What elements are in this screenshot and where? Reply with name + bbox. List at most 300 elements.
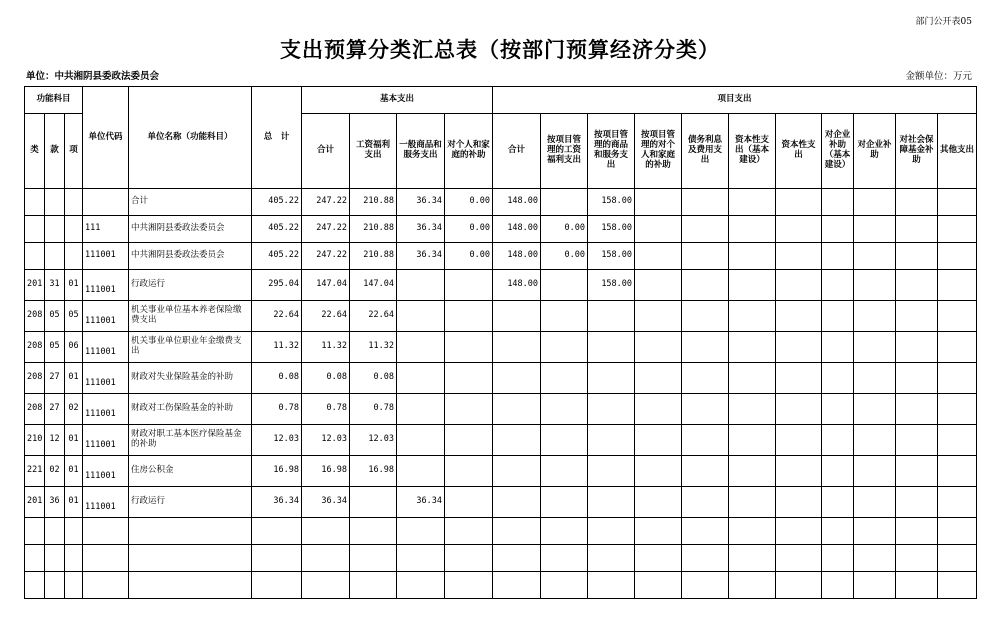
cell-empty xyxy=(541,572,588,599)
cell-empty xyxy=(350,518,397,545)
cell-empty xyxy=(822,572,854,599)
cell-empty xyxy=(896,301,938,332)
basic-col-header: 工资福利支出 xyxy=(350,114,397,189)
cell-empty xyxy=(445,518,493,545)
cell-empty xyxy=(854,456,896,487)
cell-total: 36.34 xyxy=(252,487,302,518)
cell-total: 405.22 xyxy=(252,216,302,243)
unit-name-header: 单位名称（功能科目） xyxy=(129,87,252,189)
cell-name: 合计 xyxy=(129,189,252,216)
cell-p-total: 148.00 xyxy=(493,216,541,243)
cell-xiang xyxy=(65,243,83,270)
cell-xiang xyxy=(65,189,83,216)
cell-p-goods: 158.00 xyxy=(588,270,635,301)
cell-name: 财政对职工基本医疗保险基金的补助 xyxy=(129,425,252,456)
cell-empty xyxy=(896,518,938,545)
cell-empty xyxy=(896,487,938,518)
cell-b-personal xyxy=(445,332,493,363)
project-col-header: 合计 xyxy=(493,114,541,189)
cell-empty xyxy=(682,243,729,270)
cell-b-goods xyxy=(397,332,445,363)
cell-p-goods xyxy=(588,425,635,456)
basic-col-header: 一般商品和服务支出 xyxy=(397,114,445,189)
cell-b-wage xyxy=(350,487,397,518)
basic-col-header: 对个人和家庭的补助 xyxy=(445,114,493,189)
basic-col-header: 合计 xyxy=(302,114,350,189)
budget-table xyxy=(24,86,977,599)
cell-empty xyxy=(635,363,682,394)
cell-empty xyxy=(854,270,896,301)
project-col-header: 按项目管理的商品和服务支出 xyxy=(588,114,635,189)
cell-empty xyxy=(822,216,854,243)
cell-empty xyxy=(588,518,635,545)
cell-empty xyxy=(635,394,682,425)
cell-empty xyxy=(541,545,588,572)
cell-kuan: 05 xyxy=(45,301,65,332)
cell-empty xyxy=(938,545,977,572)
cell-empty xyxy=(729,425,776,456)
cell-empty xyxy=(776,216,822,243)
cell-p-total: 148.00 xyxy=(493,243,541,270)
cell-empty xyxy=(896,394,938,425)
cell-lei: 208 xyxy=(25,332,45,363)
table-row xyxy=(25,216,977,243)
cell-empty xyxy=(25,572,45,599)
cell-name: 机关事业单位职业年金缴费支出 xyxy=(129,332,252,363)
cell-empty xyxy=(493,518,541,545)
cell-lei: 201 xyxy=(25,487,45,518)
cell-b-personal xyxy=(445,363,493,394)
cell-empty xyxy=(729,332,776,363)
cell-empty xyxy=(729,216,776,243)
cell-kuan xyxy=(45,189,65,216)
empty-row xyxy=(25,518,977,545)
cell-empty xyxy=(822,189,854,216)
cell-empty xyxy=(635,572,682,599)
cell-b-personal: 0.00 xyxy=(445,243,493,270)
cell-b-goods: 36.34 xyxy=(397,487,445,518)
cell-kuan: 05 xyxy=(45,332,65,363)
cell-empty xyxy=(129,572,252,599)
cell-p-wage xyxy=(541,189,588,216)
cell-empty xyxy=(938,394,977,425)
cell-total: 0.08 xyxy=(252,363,302,394)
project-col-header: 对社会保障基金补助 xyxy=(896,114,938,189)
project-col-header: 债务利息及费用支出 xyxy=(682,114,729,189)
cell-empty xyxy=(45,572,65,599)
cell-b-wage: 11.32 xyxy=(350,332,397,363)
cell-empty xyxy=(729,545,776,572)
cell-code: 111001 xyxy=(83,394,129,425)
cell-p-goods xyxy=(588,332,635,363)
cell-name: 中共湘阴县委政法委员会 xyxy=(129,243,252,270)
cell-p-goods: 158.00 xyxy=(588,189,635,216)
cell-empty xyxy=(83,545,129,572)
cell-code xyxy=(83,189,129,216)
cell-total: 295.04 xyxy=(252,270,302,301)
table-row xyxy=(25,487,977,518)
cell-b-total: 12.03 xyxy=(302,425,350,456)
cell-code: 111001 xyxy=(83,487,129,518)
cell-empty xyxy=(635,216,682,243)
cell-empty xyxy=(729,301,776,332)
cell-lei: 208 xyxy=(25,394,45,425)
xiang-header: 项 xyxy=(65,114,83,189)
cell-b-total: 0.78 xyxy=(302,394,350,425)
cell-empty xyxy=(776,332,822,363)
cell-b-goods: 36.34 xyxy=(397,189,445,216)
cell-p-total xyxy=(493,301,541,332)
cell-empty xyxy=(682,189,729,216)
cell-empty xyxy=(493,545,541,572)
cell-empty xyxy=(776,425,822,456)
cell-lei: 210 xyxy=(25,425,45,456)
cell-empty xyxy=(445,545,493,572)
total-header: 总 计 xyxy=(252,87,302,189)
cell-empty xyxy=(302,572,350,599)
cell-empty xyxy=(682,425,729,456)
cell-b-wage: 210.88 xyxy=(350,243,397,270)
cell-empty xyxy=(397,545,445,572)
table-row xyxy=(25,456,977,487)
cell-empty xyxy=(854,189,896,216)
cell-code: 111001 xyxy=(83,301,129,332)
cell-empty xyxy=(729,363,776,394)
cell-b-wage: 12.03 xyxy=(350,425,397,456)
cell-p-goods xyxy=(588,301,635,332)
cell-name: 中共湘阴县委政法委员会 xyxy=(129,216,252,243)
cell-empty xyxy=(938,301,977,332)
cell-empty xyxy=(938,332,977,363)
cell-empty xyxy=(822,243,854,270)
cell-lei: 208 xyxy=(25,301,45,332)
cell-b-personal xyxy=(445,425,493,456)
cell-empty xyxy=(896,363,938,394)
amount-unit: 金额单位：万元 xyxy=(905,71,972,82)
cell-empty xyxy=(65,545,83,572)
cell-code: 111001 xyxy=(83,363,129,394)
project-col-header: 按项目管理的工资福利支出 xyxy=(541,114,588,189)
cell-name: 行政运行 xyxy=(129,270,252,301)
cell-b-personal xyxy=(445,394,493,425)
cell-lei xyxy=(25,216,45,243)
empty-row xyxy=(25,572,977,599)
cell-b-total: 11.32 xyxy=(302,332,350,363)
cell-empty xyxy=(854,545,896,572)
cell-empty xyxy=(129,545,252,572)
cell-empty xyxy=(682,332,729,363)
cell-empty xyxy=(822,301,854,332)
cell-b-personal xyxy=(445,456,493,487)
cell-empty xyxy=(635,243,682,270)
cell-kuan: 27 xyxy=(45,394,65,425)
project-col-header: 资本性支出（基本建设） xyxy=(729,114,776,189)
cell-xiang: 01 xyxy=(65,363,83,394)
cell-empty xyxy=(682,545,729,572)
func-subject-header: 功能科目 xyxy=(25,87,83,114)
project-col-header: 按项目管理的对个人和家庭的补助 xyxy=(635,114,682,189)
cell-b-goods xyxy=(397,425,445,456)
cell-empty xyxy=(854,243,896,270)
cell-p-goods xyxy=(588,487,635,518)
cell-lei: 208 xyxy=(25,363,45,394)
cell-b-wage: 147.04 xyxy=(350,270,397,301)
table-row xyxy=(25,270,977,301)
cell-empty xyxy=(776,518,822,545)
cell-b-wage: 210.88 xyxy=(350,216,397,243)
cell-empty xyxy=(822,363,854,394)
cell-empty xyxy=(776,270,822,301)
cell-empty xyxy=(854,394,896,425)
page-title: 支出预算分类汇总表（按部门预算经济分类） xyxy=(280,37,720,62)
cell-xiang: 01 xyxy=(65,487,83,518)
cell-empty xyxy=(729,572,776,599)
cell-code: 111001 xyxy=(83,425,129,456)
cell-kuan: 31 xyxy=(45,270,65,301)
cell-kuan: 27 xyxy=(45,363,65,394)
cell-b-wage: 210.88 xyxy=(350,189,397,216)
cell-empty xyxy=(25,545,45,572)
cell-name: 机关事业单位基本养老保险缴费支出 xyxy=(129,301,252,332)
cell-p-total xyxy=(493,425,541,456)
cell-b-wage: 22.64 xyxy=(350,301,397,332)
cell-empty xyxy=(729,456,776,487)
table-row xyxy=(25,363,977,394)
cell-empty xyxy=(729,189,776,216)
cell-lei xyxy=(25,189,45,216)
cell-empty xyxy=(896,572,938,599)
cell-empty xyxy=(938,216,977,243)
cell-empty xyxy=(397,572,445,599)
cell-empty xyxy=(635,545,682,572)
cell-b-goods: 36.34 xyxy=(397,216,445,243)
cell-empty xyxy=(896,456,938,487)
cell-empty xyxy=(729,243,776,270)
cell-empty xyxy=(822,487,854,518)
cell-p-wage xyxy=(541,487,588,518)
cell-empty xyxy=(822,518,854,545)
cell-empty xyxy=(635,301,682,332)
cell-empty xyxy=(822,394,854,425)
cell-empty xyxy=(588,572,635,599)
cell-total: 12.03 xyxy=(252,425,302,456)
cell-empty xyxy=(854,332,896,363)
cell-p-wage xyxy=(541,270,588,301)
cell-empty xyxy=(854,518,896,545)
cell-empty xyxy=(854,301,896,332)
cell-empty xyxy=(635,518,682,545)
cell-empty xyxy=(635,332,682,363)
cell-b-personal xyxy=(445,487,493,518)
cell-empty xyxy=(822,545,854,572)
cell-p-wage xyxy=(541,332,588,363)
cell-xiang: 02 xyxy=(65,394,83,425)
cell-p-total xyxy=(493,456,541,487)
cell-empty xyxy=(822,456,854,487)
cell-empty xyxy=(938,518,977,545)
cell-empty xyxy=(682,270,729,301)
cell-p-total xyxy=(493,363,541,394)
cell-empty xyxy=(302,518,350,545)
cell-empty xyxy=(938,572,977,599)
cell-empty xyxy=(776,487,822,518)
cell-empty xyxy=(129,518,252,545)
cell-empty xyxy=(252,518,302,545)
cell-empty xyxy=(938,363,977,394)
cell-p-goods xyxy=(588,456,635,487)
cell-kuan: 02 xyxy=(45,456,65,487)
cell-p-wage: 0.00 xyxy=(541,216,588,243)
cell-empty xyxy=(776,363,822,394)
cell-empty xyxy=(83,572,129,599)
cell-b-total: 22.64 xyxy=(302,301,350,332)
cell-empty xyxy=(252,572,302,599)
table-row xyxy=(25,189,977,216)
cell-b-goods: 36.34 xyxy=(397,243,445,270)
cell-total: 16.98 xyxy=(252,456,302,487)
cell-empty xyxy=(938,270,977,301)
cell-empty xyxy=(896,216,938,243)
cell-code: 111001 xyxy=(83,243,129,270)
table-row xyxy=(25,301,977,332)
cell-b-wage: 0.78 xyxy=(350,394,397,425)
cell-p-total xyxy=(493,487,541,518)
cell-empty xyxy=(776,301,822,332)
cell-p-total xyxy=(493,394,541,425)
cell-empty xyxy=(682,301,729,332)
unit-label: 单位：中共湘阴县委政法委员会 xyxy=(26,71,160,82)
project-col-header: 其他支出 xyxy=(938,114,977,189)
cell-empty xyxy=(729,394,776,425)
cell-empty xyxy=(541,518,588,545)
cell-empty xyxy=(896,425,938,456)
basic-expense-header: 基本支出 xyxy=(302,87,493,114)
cell-b-personal xyxy=(445,270,493,301)
cell-name: 财政对失业保险基金的补助 xyxy=(129,363,252,394)
cell-empty xyxy=(822,270,854,301)
cell-b-goods xyxy=(397,394,445,425)
empty-row xyxy=(25,545,977,572)
cell-code: 111001 xyxy=(83,332,129,363)
table-row xyxy=(25,394,977,425)
cell-total: 22.64 xyxy=(252,301,302,332)
table-row xyxy=(25,332,977,363)
cell-empty xyxy=(854,572,896,599)
cell-b-goods xyxy=(397,270,445,301)
cell-empty xyxy=(302,545,350,572)
cell-total: 0.78 xyxy=(252,394,302,425)
cell-empty xyxy=(682,363,729,394)
cell-b-total: 147.04 xyxy=(302,270,350,301)
cell-xiang: 06 xyxy=(65,332,83,363)
cell-empty xyxy=(776,572,822,599)
cell-empty xyxy=(65,518,83,545)
cell-p-wage xyxy=(541,301,588,332)
cell-empty xyxy=(854,425,896,456)
cell-empty xyxy=(588,545,635,572)
cell-b-total: 247.22 xyxy=(302,189,350,216)
unit-code-header: 单位代码 xyxy=(83,87,129,189)
project-expense-header: 项目支出 xyxy=(493,87,977,114)
cell-xiang: 01 xyxy=(65,456,83,487)
cell-p-wage xyxy=(541,425,588,456)
cell-code: 111001 xyxy=(83,456,129,487)
cell-p-wage xyxy=(541,456,588,487)
cell-empty xyxy=(397,518,445,545)
cell-kuan xyxy=(45,243,65,270)
cell-lei: 221 xyxy=(25,456,45,487)
cell-empty xyxy=(635,487,682,518)
form-number: 部门公开表05 xyxy=(915,17,972,27)
cell-empty xyxy=(896,189,938,216)
cell-total: 405.22 xyxy=(252,189,302,216)
cell-p-goods: 158.00 xyxy=(588,216,635,243)
cell-p-wage xyxy=(541,363,588,394)
header-row-1 xyxy=(25,87,977,114)
cell-lei: 201 xyxy=(25,270,45,301)
project-col-header: 对企业补助 xyxy=(854,114,896,189)
table-row xyxy=(25,243,977,270)
cell-empty xyxy=(729,518,776,545)
cell-empty xyxy=(776,545,822,572)
lei-header: 类 xyxy=(25,114,45,189)
cell-empty xyxy=(822,425,854,456)
cell-lei xyxy=(25,243,45,270)
cell-p-wage xyxy=(541,394,588,425)
cell-code: 111 xyxy=(83,216,129,243)
cell-empty xyxy=(445,572,493,599)
cell-empty xyxy=(896,270,938,301)
cell-p-wage: 0.00 xyxy=(541,243,588,270)
cell-empty xyxy=(776,394,822,425)
cell-total: 405.22 xyxy=(252,243,302,270)
cell-kuan: 36 xyxy=(45,487,65,518)
cell-empty xyxy=(896,243,938,270)
cell-empty xyxy=(682,572,729,599)
cell-p-goods xyxy=(588,363,635,394)
cell-empty xyxy=(822,332,854,363)
cell-empty xyxy=(682,456,729,487)
cell-empty xyxy=(83,518,129,545)
cell-empty xyxy=(682,518,729,545)
cell-empty xyxy=(350,572,397,599)
cell-empty xyxy=(729,487,776,518)
cell-empty xyxy=(65,572,83,599)
cell-code: 111001 xyxy=(83,270,129,301)
cell-b-total: 0.08 xyxy=(302,363,350,394)
cell-b-personal: 0.00 xyxy=(445,216,493,243)
cell-name: 住房公积金 xyxy=(129,456,252,487)
cell-empty xyxy=(938,425,977,456)
cell-xiang: 01 xyxy=(65,425,83,456)
cell-b-wage: 0.08 xyxy=(350,363,397,394)
cell-b-total: 247.22 xyxy=(302,243,350,270)
cell-empty xyxy=(635,425,682,456)
project-col-header: 对企业补助（基本建设） xyxy=(822,114,854,189)
cell-p-total: 148.00 xyxy=(493,189,541,216)
cell-p-goods: 158.00 xyxy=(588,243,635,270)
cell-empty xyxy=(45,545,65,572)
cell-empty xyxy=(938,243,977,270)
project-col-header: 资本性支出 xyxy=(776,114,822,189)
cell-empty xyxy=(776,456,822,487)
cell-b-personal: 0.00 xyxy=(445,189,493,216)
cell-empty xyxy=(854,216,896,243)
cell-empty xyxy=(635,189,682,216)
cell-empty xyxy=(682,394,729,425)
cell-empty xyxy=(854,487,896,518)
cell-empty xyxy=(896,332,938,363)
